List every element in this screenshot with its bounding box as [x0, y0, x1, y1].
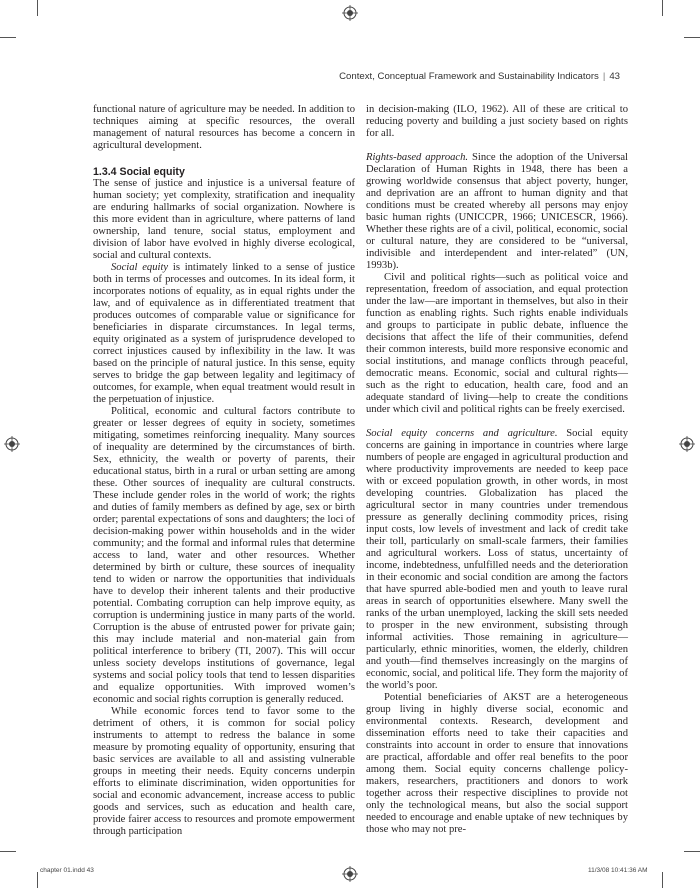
running-head: [300, 71, 620, 82]
paragraph-continued: functional nature of agriculture may be needed. In addition to techniques aiming at specific resources, the overall management of natural resources has become a concern in agricultural development.: [93, 104, 355, 151]
paragraph: While economic forces tend to favor some to the detriment of others, it is common for social policy instruments to attempt to redress the balance in some measure by promoting equality of opportunity, ensuring that basic services are available to all and assisting vulnerable groups in meeting their needs. Equity concerns underpin efforts to eliminate discrimination, widen opportunities for social and economic advancement, increase access to public goods and services, such as education and health care, provide fairer access to resources and promote empowerment through participation: [93, 706, 355, 837]
left-column: [93, 104, 355, 838]
paragraph-text: Social equity concerns are gaining in importance in countries where large numbers of people are engaged in agricultural production and where productivity improvements are needed to keep pace with or exceed population growth, in other words, in most developing countries. Globalization has placed the agricultural sector in many countries under tremendous pressure as generally declining commodity prices, rising input costs, low levels of investment and lack of credit take their toll, particularly on small-scale farmers, their families and agricultural workers. Loss of status, uncertainty of income, indebtedness, unfulfilled needs and the deterioration in their economic and social condition are among the factors that have spurred able-bodied men and youth to leave rural areas in search of opportunities elsewhere. Many swell the ranks of the urban unemployed, lacking the skill sets needed to prosper in the new environment, subsisting through informal activities. Those remaining in agriculture—particularly, ethnic minorities, women, the elderly, children and youth—find themselves increasingly on the margins of economic, social, and political life. They form the majority of the world’s poor.: [366, 428, 628, 691]
paragraph: Potential beneficiaries of AKST are a heterogeneous group living in highly diverse social, economic and environmental contexts. Research, development and dissemination efforts need to take their capacities and constraints into account in order to ensure that innovations are practical, affordable and offer real benefits to the poor among them. Social equity concerns challenge policy-makers, researchers, practitioners and donors to work together across their respective disciplines to provide not only the technological means, but also the social support needed to encourage and enable uptake of new techniques by those who may not pre-: [366, 692, 628, 835]
paragraph-text: is intimately linked to a sense of justice both in terms of processes and outcomes. In its ideal form, it incorporates notions of equality, as in equal rights under the law, and of equivalence as in differentiated treatment that produces outcomes of comparable value or significance for beneficiaries in disparate circumstances. In legal terms, equity originated as a system of jurisprudence developed to correct injustices caused by inflexibility in the law. It was based on the principle of natural justice. In this sense, equity serves to bridge the gap between legality and legitimacy of outcomes, for example, when equal treatment would result in the perpetuation of injustice.: [93, 262, 355, 405]
right-column: [366, 104, 628, 836]
paragraph: Political, economic and cultural factors contribute to greater or lesser degrees of equity in society, sometimes mitigating, sometimes reinforcing inequality. Many sources of inequality are determined by the circumstances of birth. Sex, ethnicity, the wealth or poverty of parents, their educational status, birth in a rural or urban setting are among these. Other sources of inequality are cultural constructs. These include gender roles in the world of work; the rights and duties of family members as defined by age, sex or birth order; parental expectations of sons and daughters; the loci of decision-making power within households and in the wider community; and the formal and informal rules that determine access to land, water and other resources. Whether determined by birth or culture, these sources of inequality tend to widen or narrow the opportunities that individuals have to develop their inherent talents and their productive potential. Combating corruption can help improve equity, as corruption is undermining justice in many parts of the world. Corruption is the abuse of entrusted power for private gain; this may include material and non-material gain from political interference to bribery (TI, 2007). This will occur unless society develops institutions of governance, legal systems and social policy tools that tend to lessen disparities and equalize opportunities. With improved women’s economic and social rights corruption is generally reduced.: [93, 406, 355, 705]
page-number: 43: [609, 71, 620, 82]
crop-mark-top-right-v: [662, 0, 663, 16]
crop-mark-top-right-h: [684, 37, 700, 38]
run-in-heading-rights-based-approach: Rights-based approach.: [366, 152, 469, 163]
registration-mark-bottom-icon: [342, 866, 358, 882]
slug-date-time: 11/3/08 10:41:36 AM: [588, 867, 648, 874]
registration-mark-right-icon: [679, 436, 695, 452]
registration-mark-top-icon: [342, 5, 358, 21]
paragraph: [93, 262, 355, 406]
running-head-separator: |: [602, 71, 606, 82]
slug-file-name: chapter 01.indd 43: [40, 867, 94, 874]
crop-mark-bottom-left-h: [0, 851, 16, 852]
paragraph-text: Since the adoption of the Universal Declaration of Human Rights in 1948, there has been a growing worldwide consensus that abject poverty, hunger, and deprivation are an affront to human dignity and that conditions must be created whereby all persons may enjoy basic human rights (UNICCPR, 1966; UNICESCR, 1966). Whether these rights are of a civil, political, economic, social or cultural nature, they are considered to be “universal, indivisible and interdependent and inter-related” (UN, 1993b).: [366, 152, 629, 271]
crop-mark-bottom-right-v: [662, 872, 663, 888]
paragraph: Civil and political rights—such as political voice and representation, freedom of association, and equal protection under the law—are important in themselves, but also in their function as enabling rights. Such rights enable individuals and groups to participate in public debate, influence the decisions that affect the life of their communities, defend their common interests, build more responsive economic and social institutions, and manage conflicts through peaceful, democratic means. Economic, social and cultural rights—such as the right to education, health care, food and an adequate standard of living—help to create the conditions under which civil and political rights can be freely exercised.: [366, 272, 628, 415]
section-heading: 1.3.4 Social equity: [93, 166, 185, 178]
paragraph: The sense of justice and injustice is a universal feature of human society; yet complexity, stratification and inequality are enduring hallmarks of social organization. Nowhere is this more evident than in agriculture, where patterns of land ownership, land tenure, social status, employment and division of labor have evolved in highly diverse ecological, social and cultural contexts.: [93, 178, 355, 261]
paragraph: [366, 428, 628, 692]
run-in-heading-social-equity-agriculture: Social equity concerns and agriculture.: [366, 428, 558, 439]
crop-mark-bottom-right-h: [684, 851, 700, 852]
crop-mark-top-left-v: [37, 0, 38, 16]
term-social-equity: Social equity: [111, 262, 169, 273]
crop-mark-top-left-h: [0, 37, 16, 38]
paragraph: [366, 152, 628, 272]
paragraph-continued: in decision-making (ILO, 1962). All of these are critical to reducing poverty and building a just society based on rights for all.: [366, 104, 628, 139]
running-head-title: Context, Conceptual Framework and Sustainability Indicators: [339, 71, 599, 82]
registration-mark-left-icon: [4, 436, 20, 452]
crop-mark-bottom-left-v: [37, 872, 38, 888]
